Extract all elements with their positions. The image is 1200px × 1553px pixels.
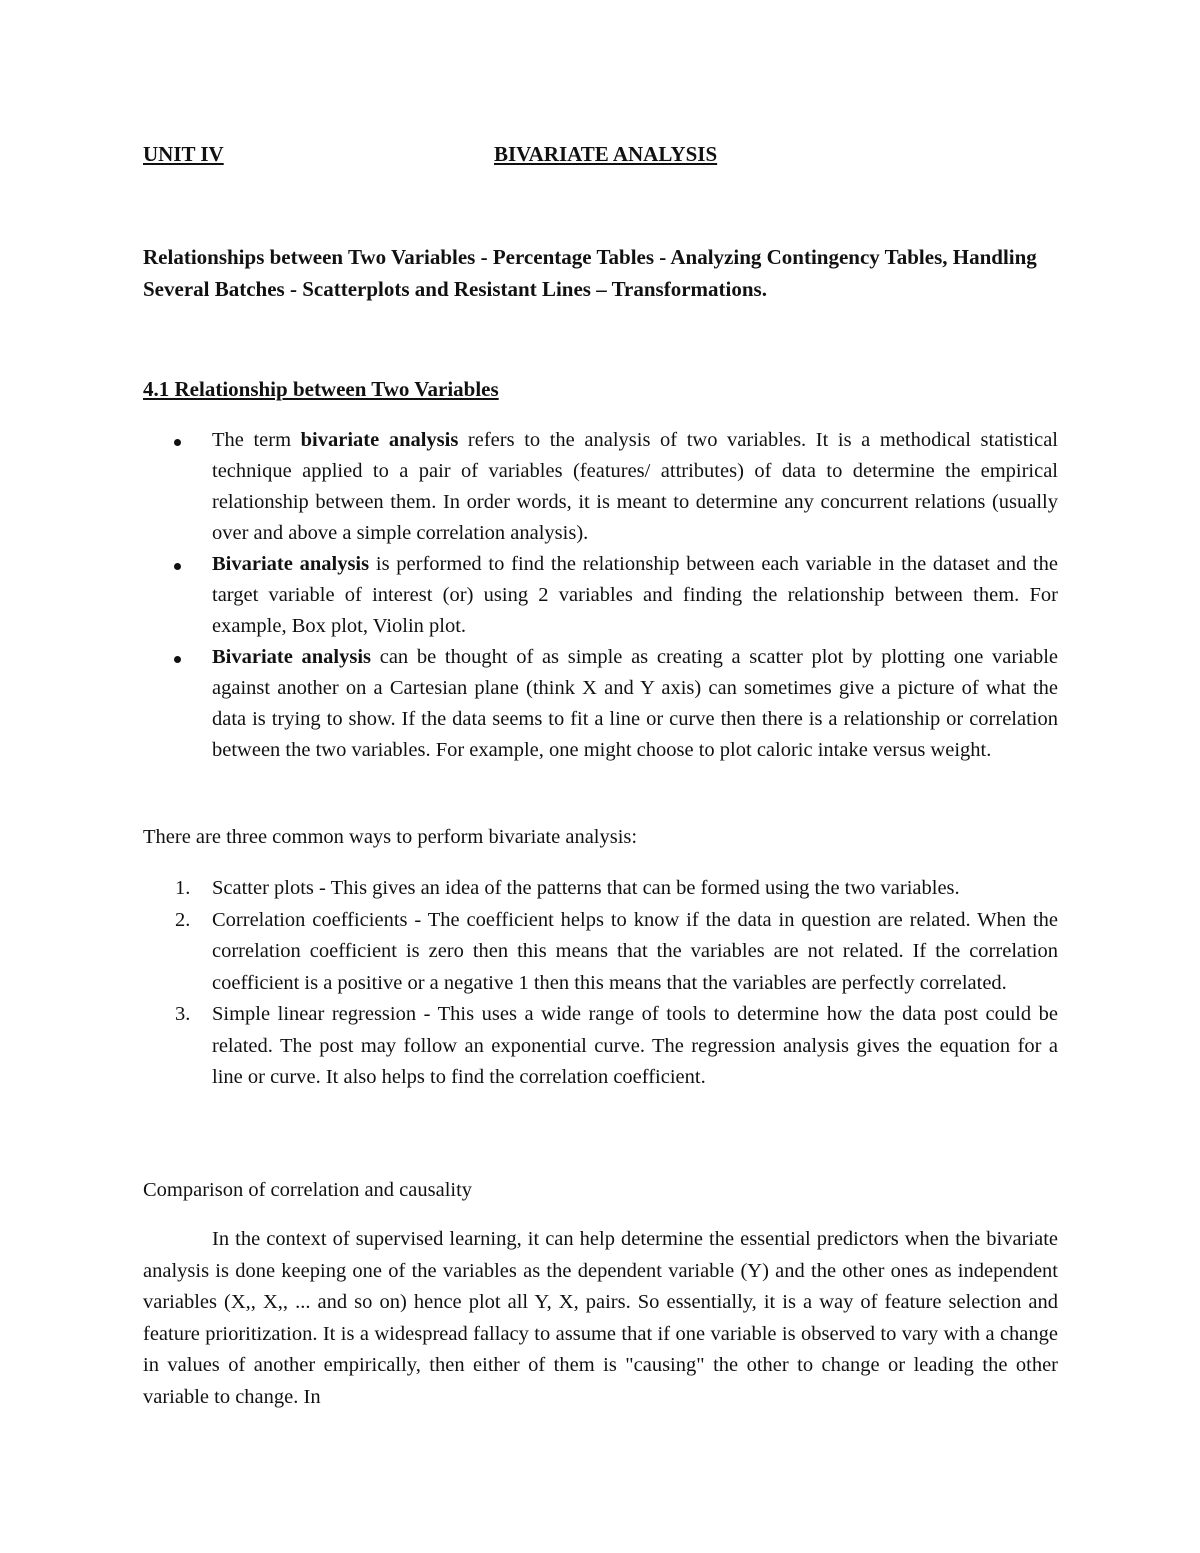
method-number: 3. — [175, 1003, 191, 1025]
bullet-text-post: is performed to find the relationship between each variable in the dataset and the target variable of interest (or) using 2 variables and finding the relationship between them. For example, Box plot, Violin plot. — [212, 553, 1059, 637]
unit-header — [143, 142, 1058, 176]
bullet-item — [143, 425, 1058, 549]
method-number: 2. — [175, 908, 191, 931]
bullet-icon — [174, 563, 181, 570]
method-text: Simple linear regression - This uses a wide range of tools to determine how the data post could be related. The post may follow an exponential curve. The regression analysis gives the equation for a line or curve. It also helps to find the correlation coefficient. — [212, 1003, 1058, 1088]
unit-label: UNIT IV — [143, 142, 224, 166]
methods-list — [143, 873, 1058, 1094]
bullet-icon — [174, 656, 181, 663]
bullet-text-bold: Bivariate analysis — [212, 553, 370, 575]
section-heading: 4.1 Relationship between Two Variables — [143, 377, 499, 401]
method-item — [143, 999, 1058, 1094]
method-item — [143, 873, 1058, 905]
bullet-item — [143, 549, 1058, 642]
methods-intro: There are three common ways to perform bivariate analysis: — [143, 826, 638, 848]
method-item — [143, 905, 1058, 1000]
unit-topics: Relationships between Two Variables - Percentage Tables - Analyzing Contingency Tables, Handling Several Batches - Scatterplots and Resistant Lines – Transformations. — [143, 245, 1037, 301]
bullet-text-pre: The term — [212, 429, 301, 451]
bullet-text-post: can be thought of as simple as creating a scatter plot by plotting one variable against another on a Cartesian plane (think X and Y axis) can sometimes give a picture of what the data is trying to show. If the data seems to fit a line or curve then there is a relationship or correlation between the two variables. For example, one might choose to plot caloric intake versus weight. — [212, 646, 1058, 761]
bullet-text-post: refers to the analysis of two variables. It is a methodical statistical technique applied to a pair of variables (features/ attributes) of data to determine the empirical relationship between them. In order words, it is meant to determine any concurrent relations (usually over and above a simple correlation analysis). — [212, 429, 1058, 544]
method-text: Correlation coefficients - The coefficient helps to know if the data in question are related. When the correlation coefficient is zero then this means that the variables are not related. If the correlation coefficient is a positive or a negative 1 then this means that the variables are perfectly correlated. — [212, 908, 1058, 994]
bullet-text-bold: bivariate analysis — [300, 429, 459, 451]
bullet-text-bold: Bivariate analysis — [212, 646, 372, 668]
comparison-paragraph: In the context of supervised learning, it can help determine the essential predictors when the bivariate analysis is done keeping one of the variables as the dependent variable (Y) and the other ones as independent variables (X,, X,, ... and so on) hence plot all Y, X, pairs. So essentially, it is a way of feature selection and feature prioritization. It is a widespread fallacy to assume that if one variable is observed to vary with a change in values of another empirically, then either of them is "causing" the other to change or leading the other variable to change. In — [143, 1228, 1058, 1408]
comparison-heading: Comparison of correlation and causality — [143, 1179, 473, 1201]
unit-title: BIVARIATE ANALYSIS — [494, 142, 718, 166]
bullet-list — [143, 425, 1058, 766]
method-number: 1. — [175, 877, 191, 899]
method-text: Scatter plots - This gives an idea of the patterns that can be formed using the two variables. — [212, 877, 960, 899]
bullet-icon — [174, 439, 181, 446]
bullet-item — [143, 642, 1058, 766]
